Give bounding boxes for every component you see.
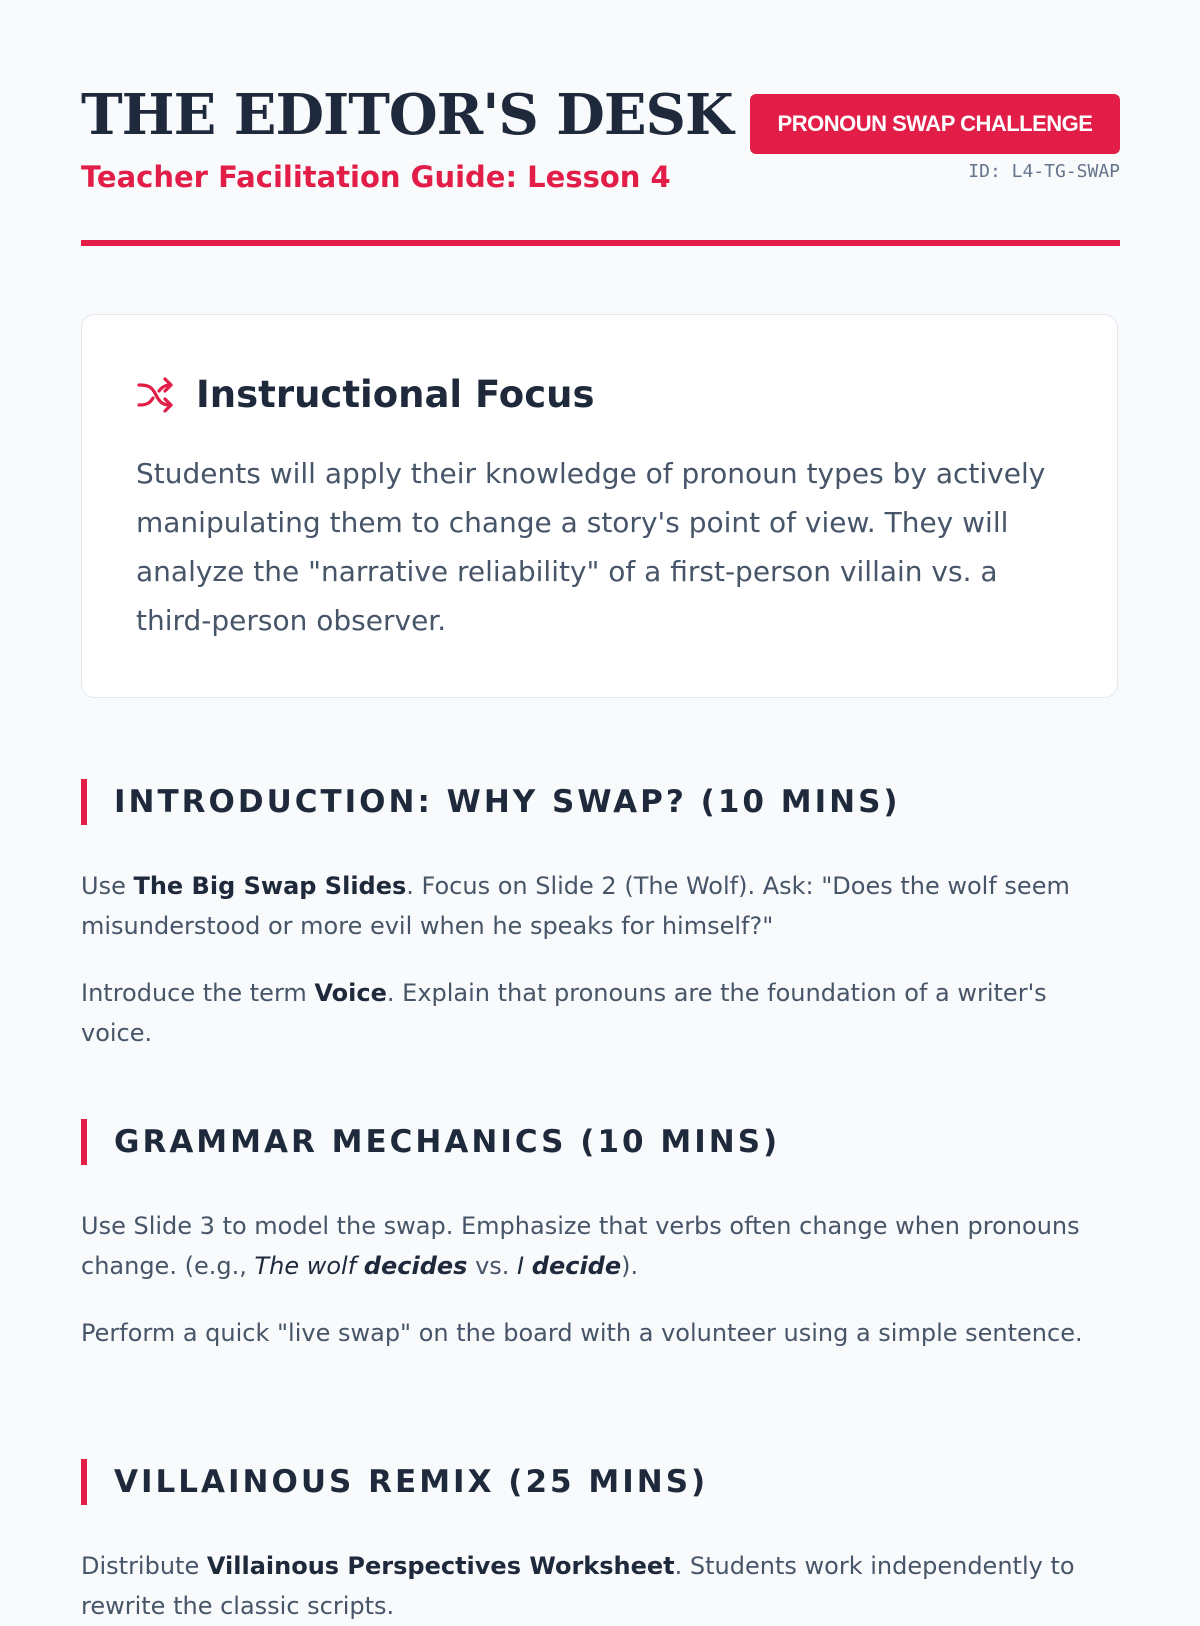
slides-reference: The Big Swap Slides — [133, 872, 407, 900]
grammar-paragraph-1 — [81, 1206, 1120, 1286]
document-id: ID: L4-TG-SWAP — [968, 161, 1120, 182]
focus-heading — [136, 371, 595, 419]
text-run: . Students work independently to rewrite the classic scripts. — [81, 1552, 1075, 1620]
text-run: vs. — [467, 1252, 518, 1280]
example-subject: The wolf — [254, 1252, 364, 1280]
introduction-paragraph-1 — [81, 866, 1120, 946]
worksheet-reference: Villainous Perspectives Worksheet — [206, 1552, 675, 1580]
text-run: . Explain that pronouns are the foundation of a writer's voice. — [81, 979, 1047, 1047]
page-header — [81, 0, 1120, 250]
example-verb: decide — [531, 1252, 622, 1280]
section-accent-bar — [81, 1459, 87, 1505]
introduction-paragraph-2 — [81, 973, 1120, 1053]
text-run: Use Slide 3 to model the swap. Emphasize that verbs often change when pronouns change. (e.g., — [81, 1212, 1080, 1280]
text-run: ). — [621, 1252, 639, 1280]
section-accent-bar — [81, 1119, 87, 1165]
grammar-paragraph-2: Perform a quick "live swap" on the board with a volunteer using a simple sentence. — [81, 1319, 1083, 1347]
challenge-badge: PRONOUN SWAP CHALLENGE — [750, 94, 1120, 154]
section-villainous-remix — [81, 1459, 708, 1505]
page-subtitle: Teacher Facilitation Guide: Lesson 4 — [81, 160, 671, 194]
text-run: Introduce the term — [81, 979, 315, 1007]
text-run: . Focus on Slide 2 (The Wolf). Ask: "Does the wolf seem misunderstood or more evil when he speaks for himself?" — [81, 872, 1070, 940]
section-introduction — [81, 779, 901, 825]
voice-term: Voice — [314, 979, 387, 1007]
focus-title: Instructional Focus — [196, 373, 595, 416]
section-title: INTRODUCTION: WHY SWAP? (10 MINS) — [114, 784, 901, 820]
remix-paragraph-1 — [81, 1546, 1120, 1626]
header-divider — [81, 240, 1120, 246]
page-title: THE EDITOR'S DESK — [81, 82, 733, 148]
section-grammar-mechanics — [81, 1119, 780, 1165]
section-title: GRAMMAR MECHANICS (10 MINS) — [114, 1124, 781, 1160]
section-title: VILLAINOUS REMIX (25 MINS) — [114, 1464, 709, 1500]
example-subject: I — [517, 1252, 532, 1280]
instructional-focus-card — [81, 314, 1118, 698]
shuffle-icon — [136, 377, 176, 413]
focus-description: Students will apply their knowledge of pronoun types by actively manipulating them to change a story's point of view. They will analyze the "narrative reliability" of a first-person villain vs. a third-person observer. — [136, 457, 1046, 637]
lesson-guide-page — [81, 0, 1120, 1620]
section-accent-bar — [81, 779, 87, 825]
example-verb: decides — [363, 1252, 468, 1280]
text-run: Distribute — [81, 1552, 207, 1580]
text-run: Use — [81, 872, 134, 900]
